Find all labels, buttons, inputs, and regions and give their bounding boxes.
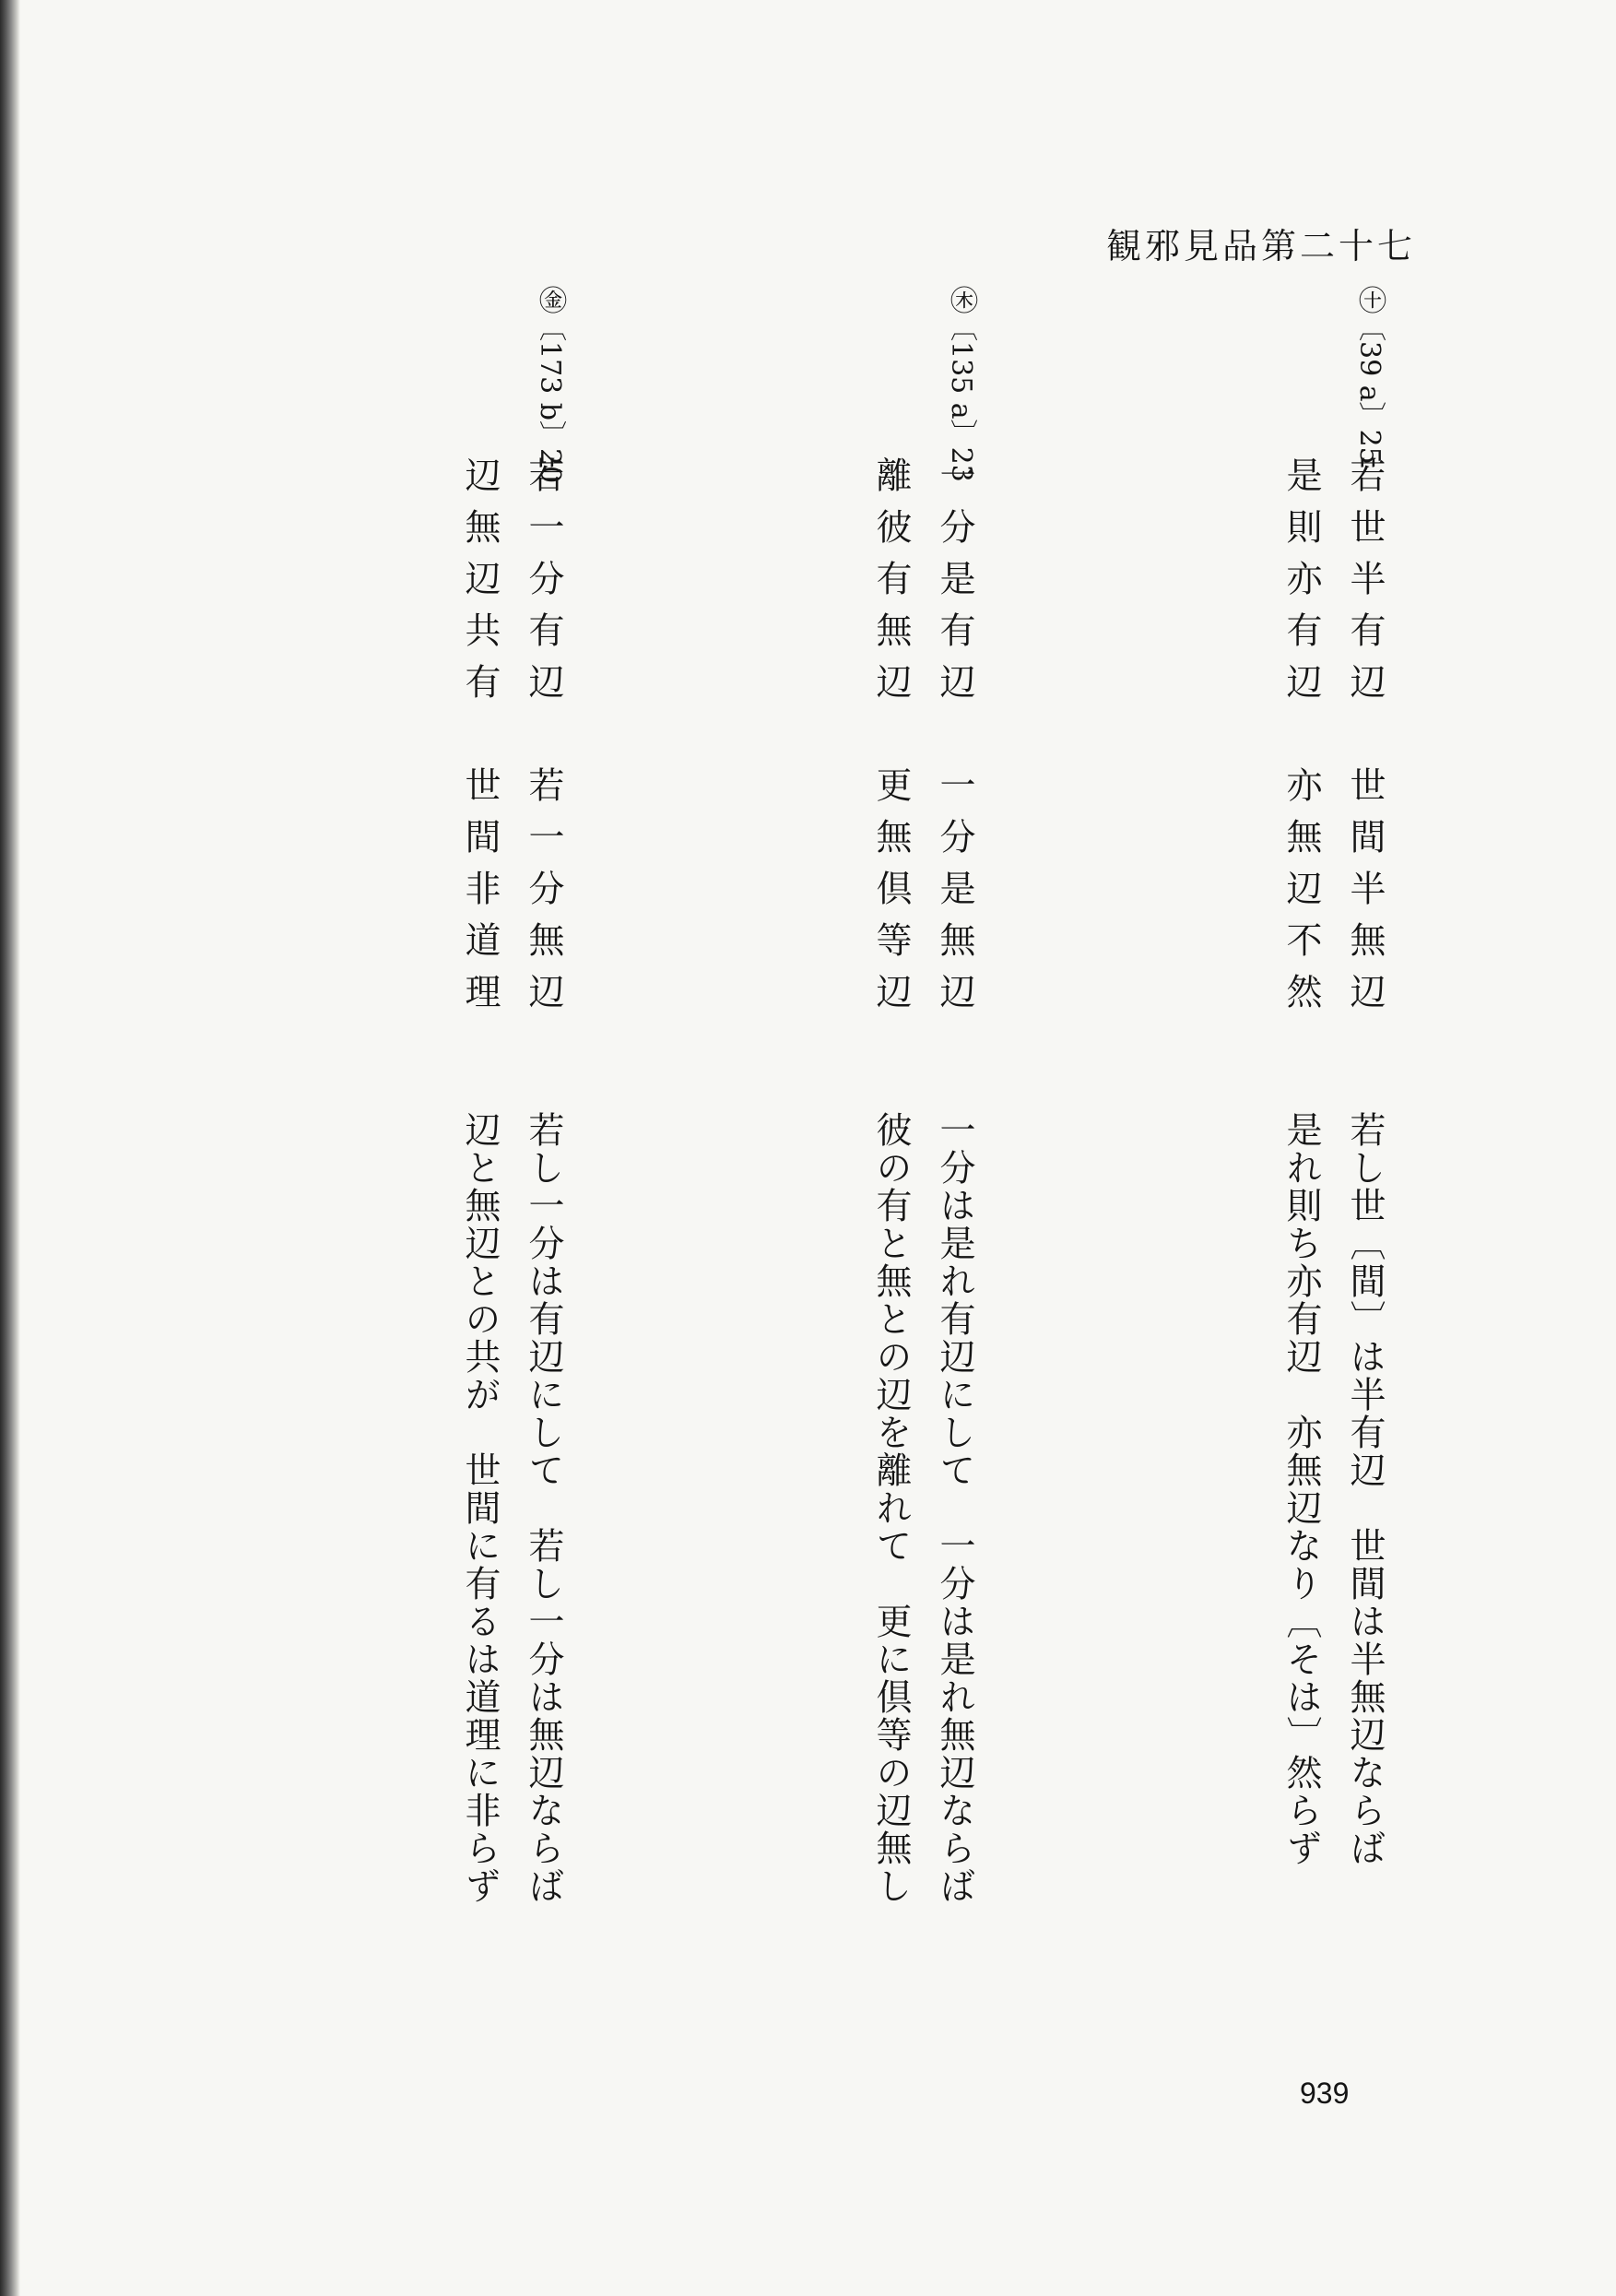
verse-2-reading-1: 一分は是れ有辺にして 一分は是れ無辺ならば — [934, 1111, 975, 1905]
verse-1-reading-2: 是れ則ち亦有辺 亦無辺なり〔そは〕然らず — [1280, 1111, 1322, 1867]
verse-3-reading-2: 辺と無辺との共が 世間に有るは道理に非らず — [459, 1111, 501, 1905]
verse-1-reference: ㊉〔39 a〕25 — [1353, 286, 1386, 465]
verse-3-reading-1: 若し一分は有辺にして 若し一分は無辺ならば — [523, 1111, 564, 1905]
verse-2-reference: ㊍〔135 a〕23 — [945, 286, 977, 482]
verse-2-line-1: 一分是有辺 一分是無辺 — [934, 456, 975, 1024]
verse-3-line-1: 若一分有辺 若一分無辺 — [523, 456, 564, 1024]
verse-1-line-1: 若世半有辺 世間半無辺 — [1344, 456, 1386, 1024]
running-head: 観邪見品第二十七 — [1106, 226, 1417, 266]
verse-1-reading-1: 若し世〔間〕は半有辺 世間は半無辺ならば — [1344, 1111, 1386, 1867]
verse-2-reading-2: 彼の有と無との辺を離れて 更に倶等の辺無し — [870, 1111, 912, 1905]
page-number: 939 — [1300, 2077, 1350, 2110]
verse-2-line-2: 離彼有無辺 更無倶等辺 — [870, 456, 912, 1024]
verse-3-reference: ㊎〔173 b〕20 — [534, 286, 566, 484]
verse-1-line-2: 是則亦有辺 亦無辺不然 — [1280, 456, 1322, 1024]
verse-3-line-2: 辺無辺共有 世間非道理 — [459, 456, 501, 1024]
page-binding-edge — [0, 0, 20, 2296]
